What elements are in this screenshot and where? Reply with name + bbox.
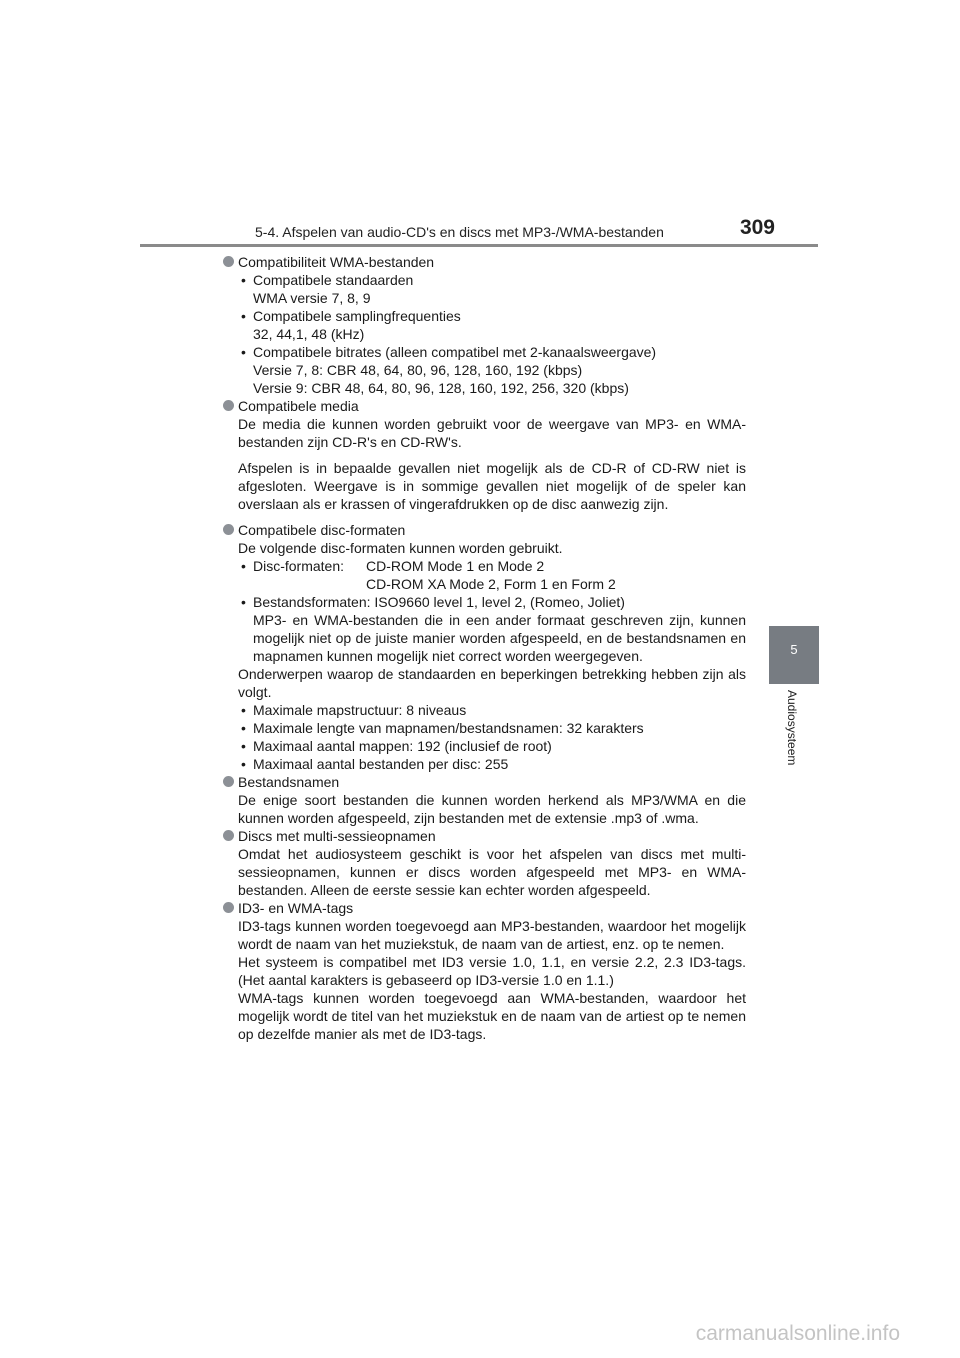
list-item: • Compatibele bitrates (alleen compatibel met 2-kanaalsweergave) Versie 7, 8: CBR 48, 64, 80, 96, 128, 160, 192 (kbps) Versie 9: CBR 48, 64, 80, 96, 128, 160, 192, 256, 320 (kbps) [238,343,746,397]
page-header [255,216,775,246]
list-item: • Compatibele standaarden WMA versie 7, 8, 9 [238,271,746,307]
chapter-tab [769,626,819,684]
disc-format-value: CD-ROM Mode 1 en Mode 2 [366,558,545,574]
section-media [221,397,746,513]
list-item: • Maximaal aantal mappen: 192 (inclusief de root) [238,737,746,755]
paragraph: Het systeem is compatibel met ID3 versie 1.0, 1.1, en versie 2.2, 2.3 ID3-tags. (Het aantal karakters is gebaseerd op ID3-versie 1.0 en 1.1.) [238,954,746,988]
chapter-tab-number: 5 [790,642,798,657]
header-title: 5-4. Afspelen van audio-CD's en discs met MP3-/WMA-bestanden [255,224,664,240]
list-item: • Compatibele samplingfrequenties 32, 44,1, 48 (kHz) [238,307,746,343]
list-item [238,557,746,593]
paragraph: WMA-tags kunnen worden toegevoegd aan WMA-bestanden, waardoor het mogelijk wordt de titel van het muziekstuk en de naam van de artiest op te nemen op dezelfde manier als met de ID3-tags. [238,990,746,1042]
section-formats [221,521,746,773]
list-item: • Bestandsformaten: ISO9660 level 1, level 2, (Romeo, Joliet) MP3- en WMA-bestanden die in een ander formaat geschreven zijn, kunnen mogelijk niet op de juiste manier worden afgespeeld, en de bestandsnamen en mapnamen kunnen mogelijk niet correct worden weergegeven. [238,593,746,665]
bullet-icon [223,256,234,267]
paragraph: De volgende disc-formaten kunnen worden gebruikt. [238,540,563,556]
section-filenames [221,773,746,827]
page-number: 309 [739,216,775,239]
section-multisession [221,827,746,899]
disc-formats-label: • Disc-formaten: [253,558,345,574]
section-title: Bestandsnamen [238,774,340,790]
section-title: Compatibele media [238,398,359,414]
disc-format-value: CD-ROM XA Mode 2, Form 1 en Form 2 [366,576,616,592]
bullet-icon [223,902,234,913]
limits-list [221,701,746,773]
list-item: • Maximale mapstructuur: 8 niveaus [238,701,746,719]
list-item: • Maximale lengte van mapnamen/bestandsnamen: 32 karakters [238,719,746,737]
bullet-icon [223,776,234,787]
paragraph: Onderwerpen waarop de standaarden en beperkingen betrekking hebben zijn als volgt. [238,666,746,700]
paragraph: Omdat het audiosysteem geschikt is voor het afspelen van discs met multi-sessieopnamen, kunnen er discs worden afgespeeld met MP3- en WMA-bestanden. Alleen de eerste sessie kan echter worden afgespeeld. [238,846,746,898]
paragraph: De media die kunnen worden gebruikt voor de weergave van MP3- en WMA-bestanden zijn CD-R's en CD-RW's. [238,416,746,450]
header-rule [140,244,818,247]
section-title: Discs met multi-sessieopnamen [238,828,436,844]
bullet-icon [223,524,234,535]
section-tags [221,899,746,1043]
section-title: ID3- en WMA-tags [238,900,354,916]
bullet-icon [223,400,234,411]
bullet-icon [223,830,234,841]
wma-list [221,271,746,397]
chapter-tab-label: Audiosysteem [785,690,799,766]
formats-list [221,557,746,665]
paragraph: ID3-tags kunnen worden toegevoegd aan MP3-bestanden, waardoor het mogelijk wordt de naam van het muziekstuk, de naam van de artiest, enz. op te nemen. [238,918,746,952]
section-title: Compatibiliteit WMA-bestanden [238,254,435,270]
content [221,253,746,1043]
paragraph: De enige soort bestanden die kunnen worden herkend als MP3/WMA en die kunnen worden afgespeeld, zijn bestanden met de extensie .mp3 of .wma. [238,792,746,826]
watermark: carmanualsonline.info [695,1322,900,1345]
section-title: Compatibele disc-formaten [238,522,406,538]
section-wma [221,253,746,397]
paragraph: Afspelen is in bepaalde gevallen niet mogelijk als de CD-R of CD-RW niet is afgesloten. Weergave is in sommige gevallen niet mogelijk of de speler kan overslaan als er krassen of vingerafdrukken op de disc aanwezig zijn. [238,460,746,512]
list-item: • Maximaal aantal bestanden per disc: 255 [238,755,746,773]
